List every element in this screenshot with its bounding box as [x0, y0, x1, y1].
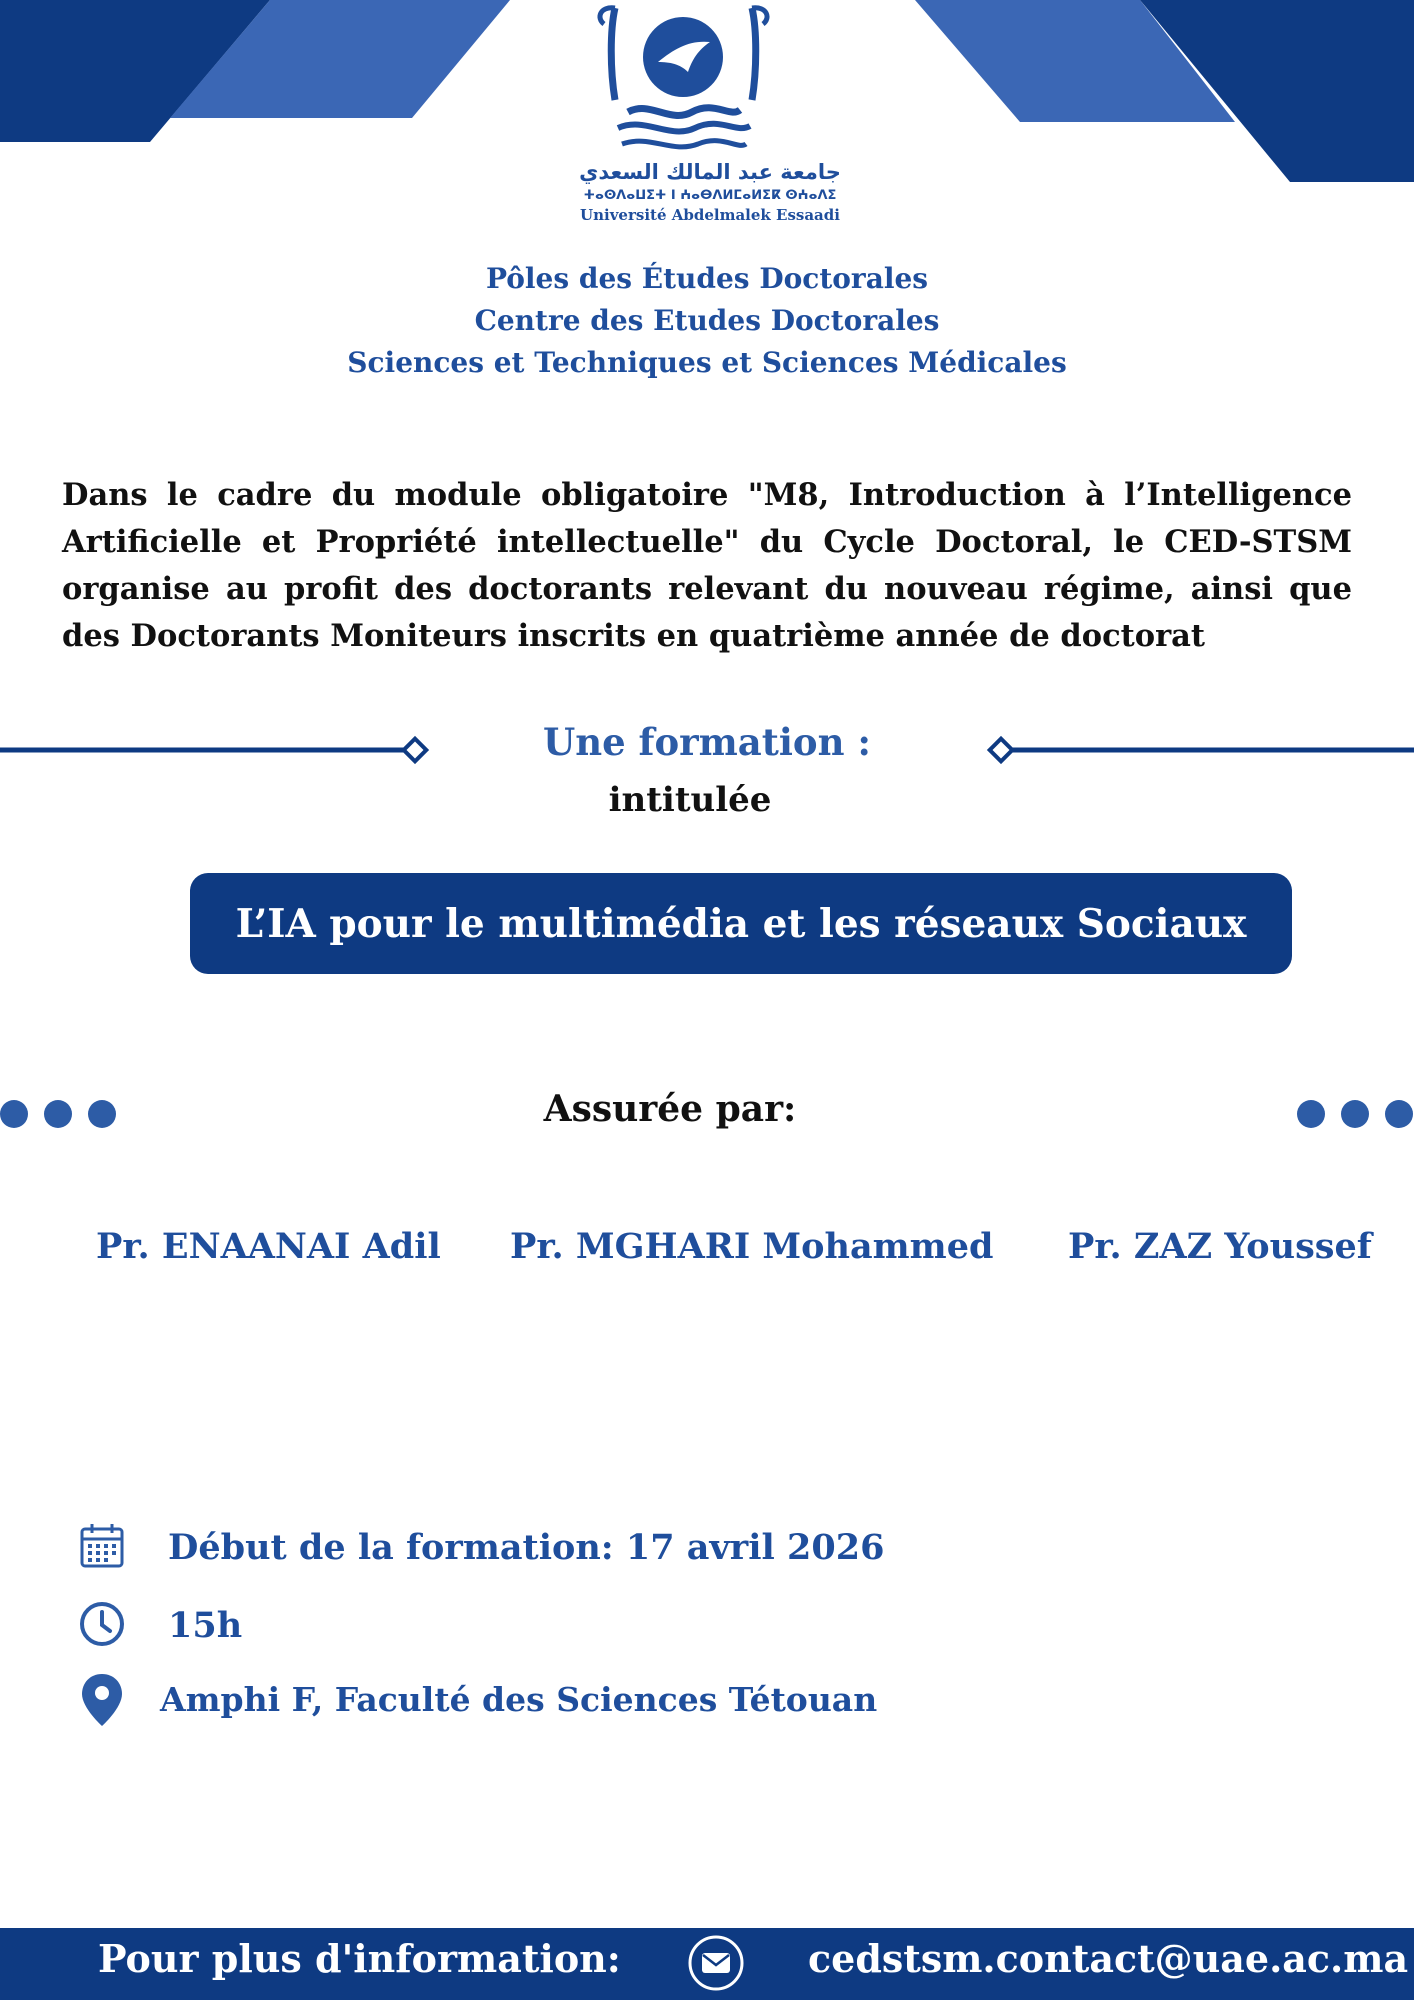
clock-icon [78, 1600, 126, 1648]
start-date-value: 17 avril 2026 [625, 1527, 885, 1568]
formation-heading: Une formation : [542, 720, 872, 764]
mail-icon [688, 1935, 744, 1991]
formation-title: L’IA pour le multimédia et les réseaux Sociaux [235, 900, 1247, 947]
decor-dot [44, 1100, 72, 1128]
speaker-name: Pr. MGHARI Mohammed [510, 1226, 994, 1267]
header-line-1: Pôles des Études Doctorales [485, 262, 929, 295]
speaker-name: Pr. ZAZ Youssef [1068, 1226, 1372, 1267]
logo-emblem-icon [540, 0, 880, 160]
footer-bar [0, 1928, 1414, 2000]
time-value: 15h [168, 1605, 243, 1646]
speakers-heading: Assurée par: [543, 1088, 797, 1130]
formation-title-box [190, 873, 1292, 974]
formation-subheading: intitulée [608, 780, 772, 820]
intro-paragraph: Dans le cadre du module obligatoire "M8, Introduction à l’Intelligence Artificielle et Propriété intellectuelle" du Cycle Doctoral, le CED-STSM organise au profit des doctorants relevant du nouveau régime, ainsi que des Doctorants Moniteurs inscrits en quatrième année de doctorat [62, 477, 1352, 654]
start-date-label: Début de la formation: [168, 1527, 614, 1568]
start-date-row [168, 1527, 884, 1568]
header-line-3: Sciences et Techniques et Sciences Médicales [347, 346, 1067, 379]
decor-dot [88, 1100, 116, 1128]
calendar-icon [78, 1522, 126, 1570]
speaker-name: Pr. ENAANAI Adil [96, 1226, 441, 1267]
header-line-2: Centre des Etudes Doctorales [474, 304, 940, 337]
decor-dot [1385, 1100, 1413, 1128]
university-logo [540, 0, 880, 235]
location-pin-icon [80, 1672, 124, 1728]
decor-dot [1297, 1100, 1325, 1128]
decor-dot [0, 1100, 28, 1128]
decor-dot [1341, 1100, 1369, 1128]
contact-email[interactable]: cedstsm.contact@uae.ac.ma [808, 1936, 1409, 1981]
institution-header [0, 258, 1414, 384]
location-value: Amphi F, Faculté des Sciences Tétouan [160, 1680, 878, 1719]
logo-name-french: Université Abdelmalek Essaadi [580, 206, 840, 224]
logo-name-tifinagh: ⵜⴰⵙⴷⴰⵡⵉⵜ ⵏ ⵄⴰⴱⴷⵍⵎⴰⵍⵉⴽ ⵙⵄⴰⴷⵉ [583, 188, 837, 203]
logo-name-arabic: جامعة عبد المالك السعدي [579, 160, 841, 184]
footer-label: Pour plus d'information: [98, 1936, 621, 1981]
